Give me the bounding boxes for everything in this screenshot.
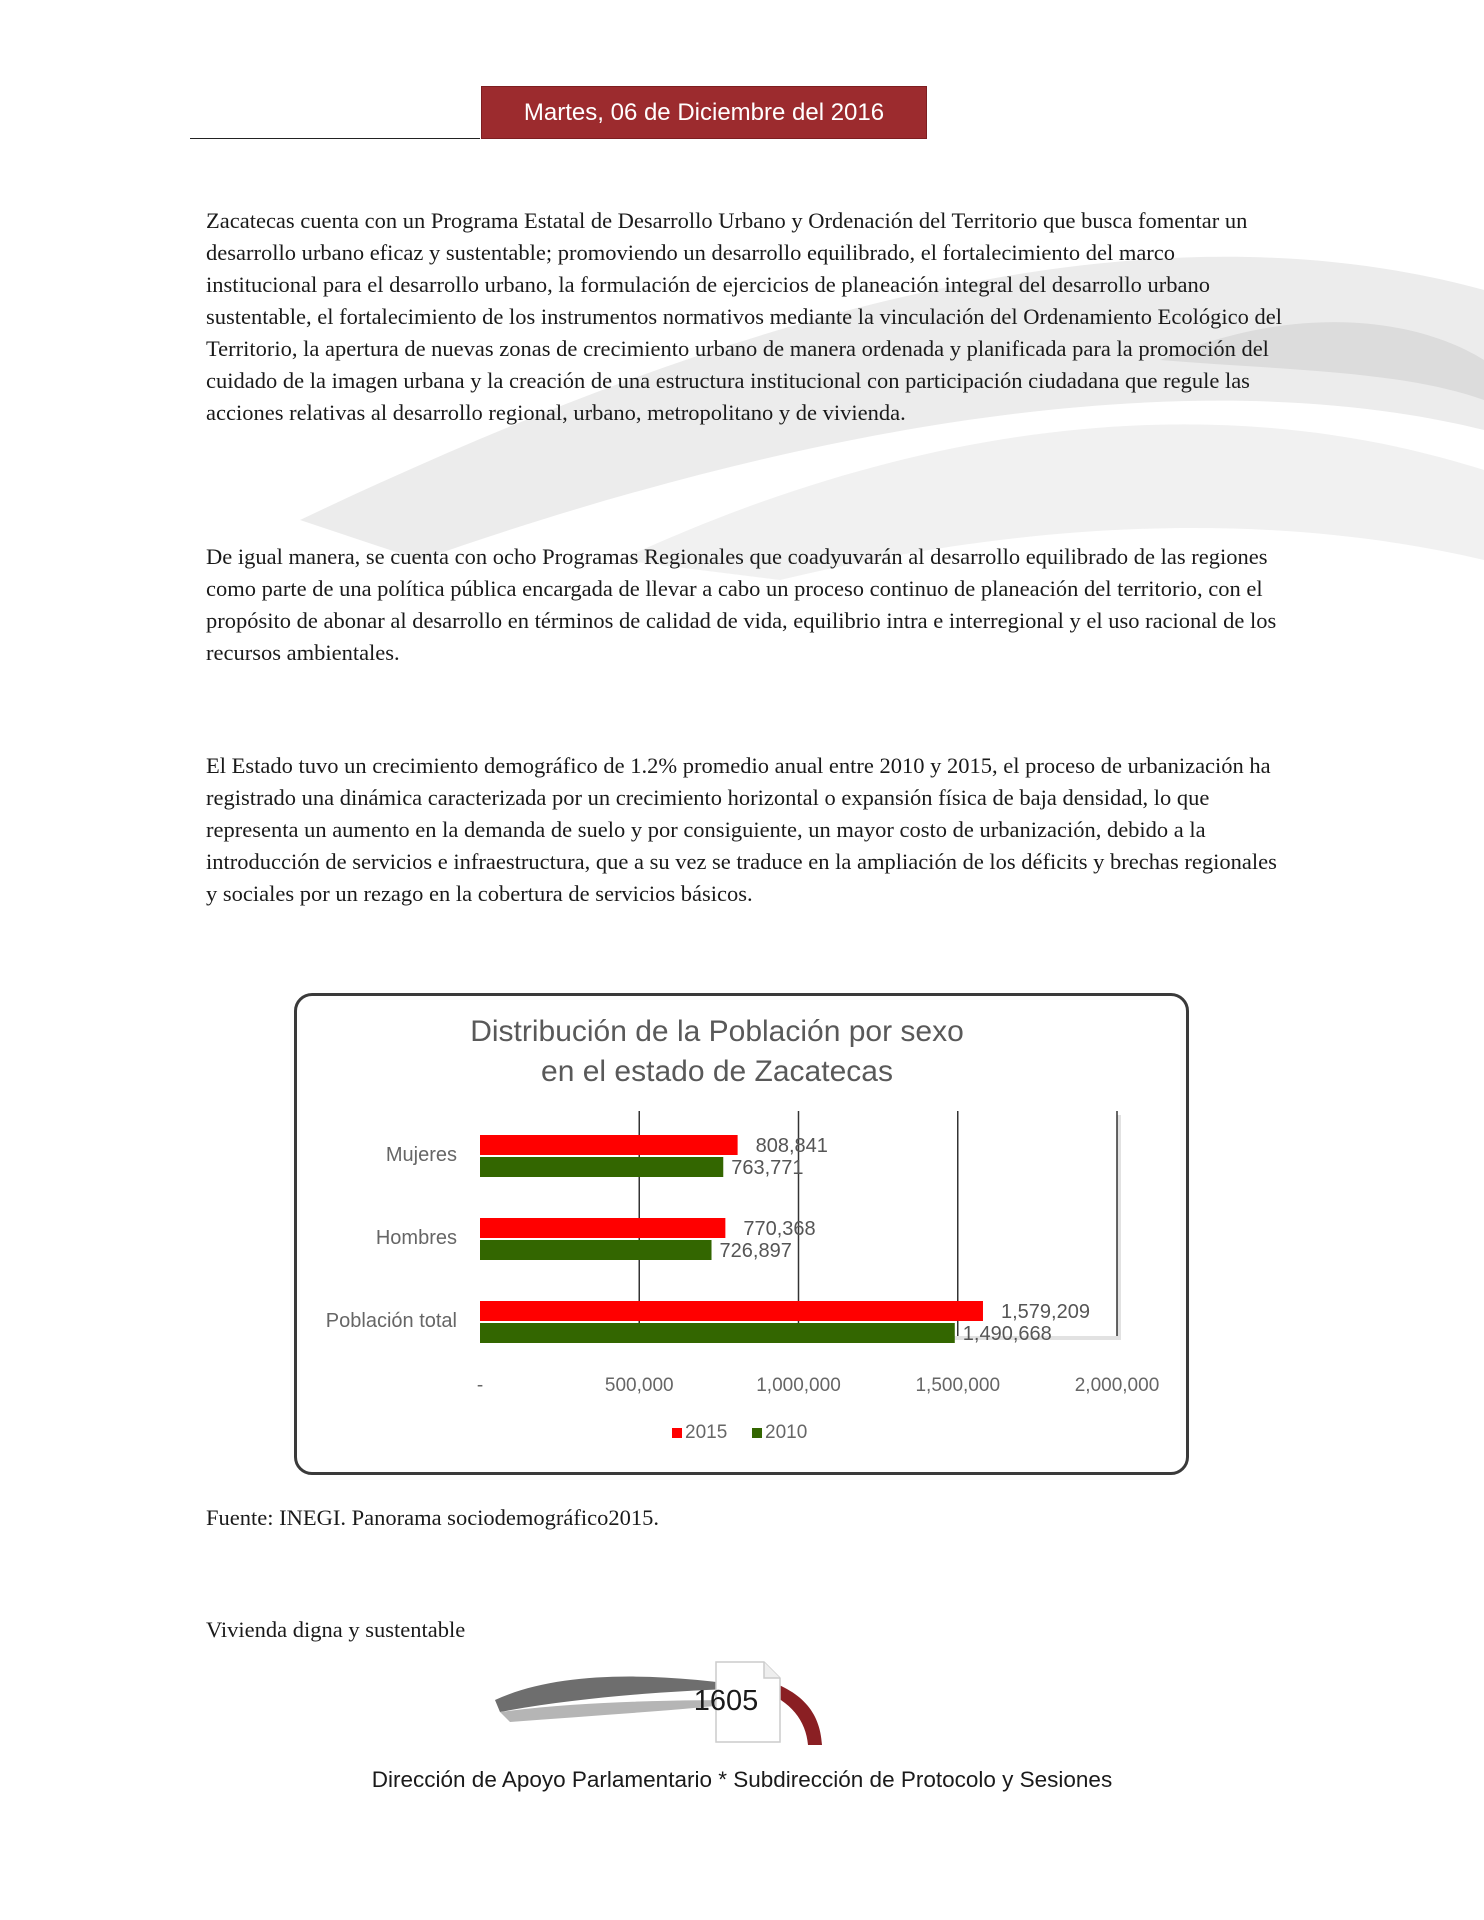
data-label: 726,897 xyxy=(719,1240,792,1262)
bar-2015 xyxy=(480,1301,983,1321)
data-label: 1,579,209 xyxy=(1000,1301,1090,1323)
category-label: Población total xyxy=(325,1310,457,1332)
x-tick-label: - xyxy=(476,1375,484,1396)
legend-label: 2015 xyxy=(685,1422,728,1443)
footer-text: Dirección de Apoyo Parlamentario * Subdirección de Protocolo y Sesiones xyxy=(371,1767,1113,1792)
bar-2015 xyxy=(480,1218,725,1238)
bar-2010 xyxy=(480,1240,712,1260)
data-label: 1,490,668 xyxy=(962,1323,1052,1345)
legend-swatch-2010 xyxy=(752,1428,762,1438)
chart-subtitle: en el estado de Zacatecas xyxy=(541,1055,893,1088)
x-tick-label: 2,000,000 xyxy=(1074,1375,1160,1396)
legend-label: 2010 xyxy=(765,1422,808,1443)
data-label: 808,841 xyxy=(755,1135,828,1157)
data-label: 770,368 xyxy=(743,1218,816,1240)
data-label: 763,771 xyxy=(731,1157,804,1179)
bar-2010 xyxy=(480,1157,723,1177)
population-chart xyxy=(294,993,1189,1475)
x-tick-label: 1,500,000 xyxy=(915,1375,1001,1396)
category-label: Mujeres xyxy=(385,1144,457,1166)
header-rule xyxy=(190,138,480,139)
bar-2010 xyxy=(480,1323,955,1343)
page-number: 1605 xyxy=(693,1685,759,1717)
population-chart-svg xyxy=(297,996,1186,1472)
section-heading: Vivienda digna y sustentable xyxy=(206,1617,466,1642)
x-tick-label: 1,000,000 xyxy=(756,1375,841,1396)
chart-title: Distribución de la Población por sexo xyxy=(470,1015,964,1048)
header-date-band: Martes, 06 de Diciembre del 2016 xyxy=(481,86,927,139)
bar-2015 xyxy=(480,1135,738,1155)
x-tick-label: 500,000 xyxy=(604,1375,674,1396)
paragraph-programas-regionales: De igual manera, se cuenta con ocho Programas Regionales que coadyuvarán al desarrollo equilibrado de las regiones como parte de una política pública encargada de llevar a cabo un proceso continuo de planeación del territorio, con el propósito de abonar al desarrollo en términos de calidad de vida, equilibrio intra e interregional y el uso racional de los recursos ambientales. xyxy=(206,544,1277,665)
paragraph-crecimiento-demografico: El Estado tuvo un crecimiento demográfico de 1.2% promedio anual entre 2010 y 2015, el proceso de urbanización ha registrado una dinámica caracterizada por un crecimiento horizontal o expansión física de baja densidad, lo que representa un aumento en la demanda de suelo y por consiguiente, un mayor costo de urbanización, debido a la introducción de servicios e infraestructura, que a su vez se traduce en la ampliación de los déficits y brechas regionales y sociales por un rezago en la cobertura de servicios básicos. xyxy=(206,753,1277,906)
category-label: Hombres xyxy=(375,1227,457,1249)
chart-source-note: Fuente: INEGI. Panorama sociodemográfico2015. xyxy=(206,1505,659,1530)
legend-swatch-2015 xyxy=(672,1428,682,1438)
paragraph-desarrollo-urbano: Zacatecas cuenta con un Programa Estatal de Desarrollo Urbano y Ordenación del Territorio que busca fomentar un desarrollo urbano eficaz y sustentable; promoviendo un desarrollo equilibrado, el fortalecimiento del marco institucional para el desarrollo urbano, la formulación de ejercicios de planeación integral del desarrollo urbano sustentable, el fortalecimiento de los instrumentos normativos mediante la vinculación del Ordenamiento Ecológico del Territorio, la apertura de nuevas zonas de crecimiento urbano de manera ordenada y planificada para la promoción del cuidado de la imagen urbana y la creación de una estructura institucional con participación ciudadana que regule las acciones relativas al desarrollo regional, urbano, metropolitano y de vivienda. xyxy=(206,208,1282,425)
